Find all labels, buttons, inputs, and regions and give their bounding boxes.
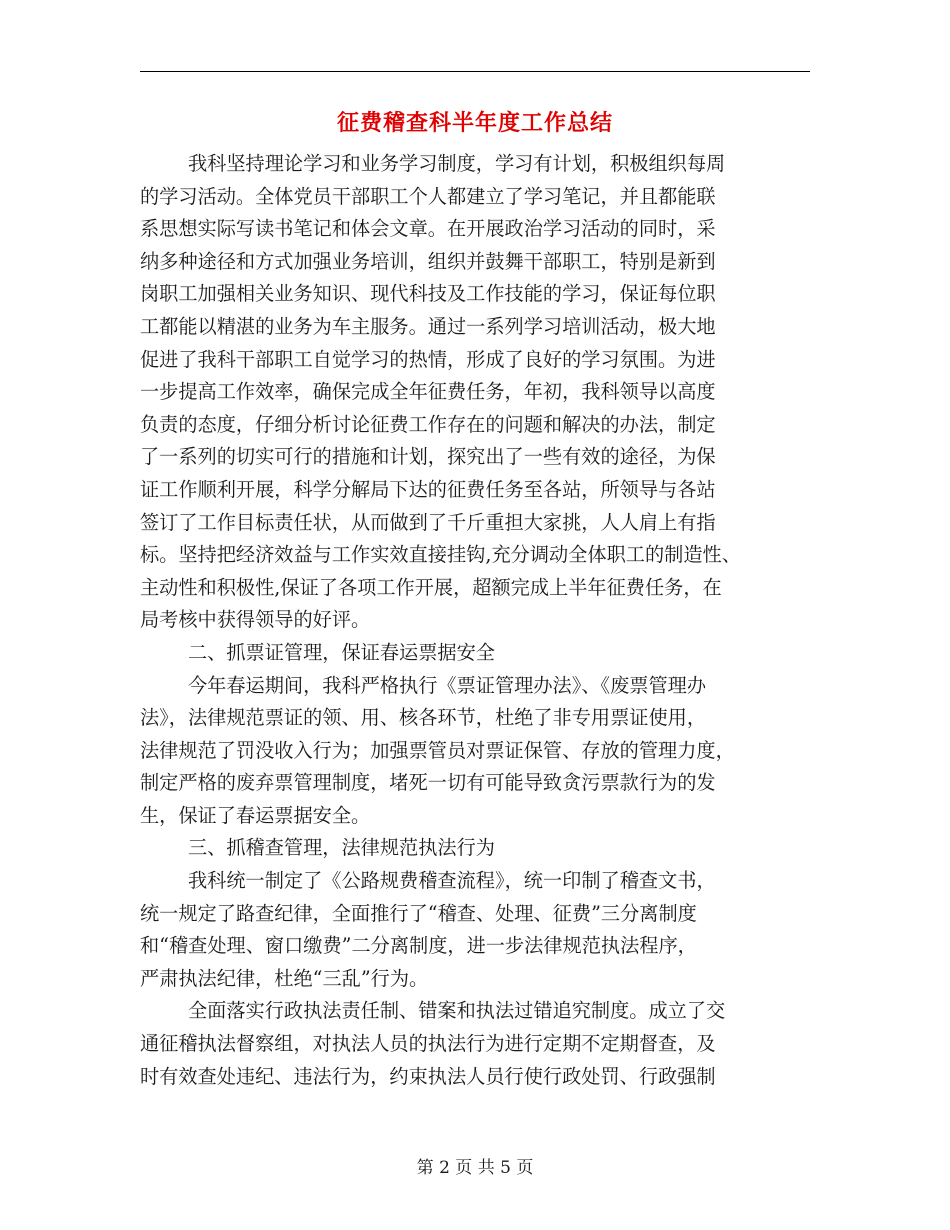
paragraph-line: 了一系列的切实可行的措施和计划，探究出了一些有效的途径，为保 <box>140 445 716 469</box>
paragraph-line: 主动性和积极性,保证了各项工作开展，超额完成上半年征费任务，在 <box>140 575 722 599</box>
paragraph-line: 我科统一制定了《公路规费稽查流程》，统一印制了稽查文书， <box>188 869 716 893</box>
paragraph-line: 促进了我科干部职工自觉学习的热情，形成了良好的学习氛围。为进 <box>140 347 716 371</box>
document-body <box>140 148 810 1093</box>
paragraph-line: 制定严格的废弃票管理制度，堵死一切有可能导致贪污票款行为的发 <box>140 771 716 795</box>
paragraph-line: 通征稽执法督察组，对执法人员的执法行为进行定期不定期督查，及 <box>140 1032 716 1056</box>
paragraph-line: 时有效查处违纪、违法行为，约束执法人员行使行政处罚、行政强制 <box>140 1064 716 1088</box>
section-heading: 三、抓稽查管理，法律规范执法行为 <box>188 836 495 860</box>
paragraph-line: 负责的态度，仔细分析讨论征费工作存在的问题和解决的办法，制定 <box>140 412 716 436</box>
section-heading: 二、抓票证管理，保证春运票据安全 <box>188 640 495 664</box>
paragraph-line: 纳多种途径和方式加强业务培训，组织并鼓舞干部职工，特别是新到 <box>140 249 716 273</box>
paragraph-line: 标。坚持把经济效益与工作实效直接挂钩,充分调动全体职工的制造性、 <box>140 543 741 567</box>
paragraph-line: 一步提高工作效率，确保完成全年征费任务，年初，我科领导以高度 <box>140 380 716 404</box>
page-number-footer: 第 2 页 共 5 页 <box>416 1158 534 1178</box>
paragraph-line: 证工作顺利开展，科学分解局下达的征费任务至各站，所领导与各站 <box>140 477 716 501</box>
paragraph-line: 统一规定了路查纪律，全面推行了“稽查、处理、征费”三分离制度 <box>140 901 697 925</box>
paragraph-line: 严肃执法纪律，杜绝“三乱”行为。 <box>140 966 429 990</box>
paragraph-line: 的学习活动。全体党员干部职工个人都建立了学习笔记，并且都能联 <box>140 184 716 208</box>
paragraph-line: 系思想实际写读书笔记和体会文章。在开展政治学习活动的同时，采 <box>140 217 716 241</box>
paragraph-line: 签订了工作目标责任状，从而做到了千斤重担大家挑，人人肩上有指 <box>140 510 716 534</box>
header-rule <box>140 71 810 72</box>
paragraph-line: 和“稽查处理、窗口缴费”二分离制度，进一步法律规范执法程序， <box>140 934 697 958</box>
paragraph-line: 工都能以精湛的业务为车主服务。通过一系列学习培训活动，极大地 <box>140 314 716 338</box>
paragraph-line: 生，保证了春运票据安全。 <box>140 803 371 827</box>
paragraph-line: 岗职工加强相关业务知识、现代科技及工作技能的学习，保证每位职 <box>140 282 716 306</box>
paragraph-line: 今年春运期间，我科严格执行《票证管理办法》、《废票管理办 <box>188 673 707 697</box>
document-title: 征费稽查科半年度工作总结 <box>336 111 613 136</box>
paragraph-line: 法》，法律规范票证的领、用、核各环节，杜绝了非专用票证使用， <box>140 706 707 730</box>
paragraph-line: 全面落实行政执法责任制、错案和执法过错追究制度。成立了交 <box>188 999 726 1023</box>
paragraph-line: 我科坚持理论学习和业务学习制度，学习有计划，积极组织每周 <box>188 152 726 175</box>
paragraph-line: 局考核中获得领导的好评。 <box>140 608 371 632</box>
paragraph-line: 法律规范了罚没收入行为；加强票管员对票证保管、存放的管理力度， <box>140 738 735 762</box>
